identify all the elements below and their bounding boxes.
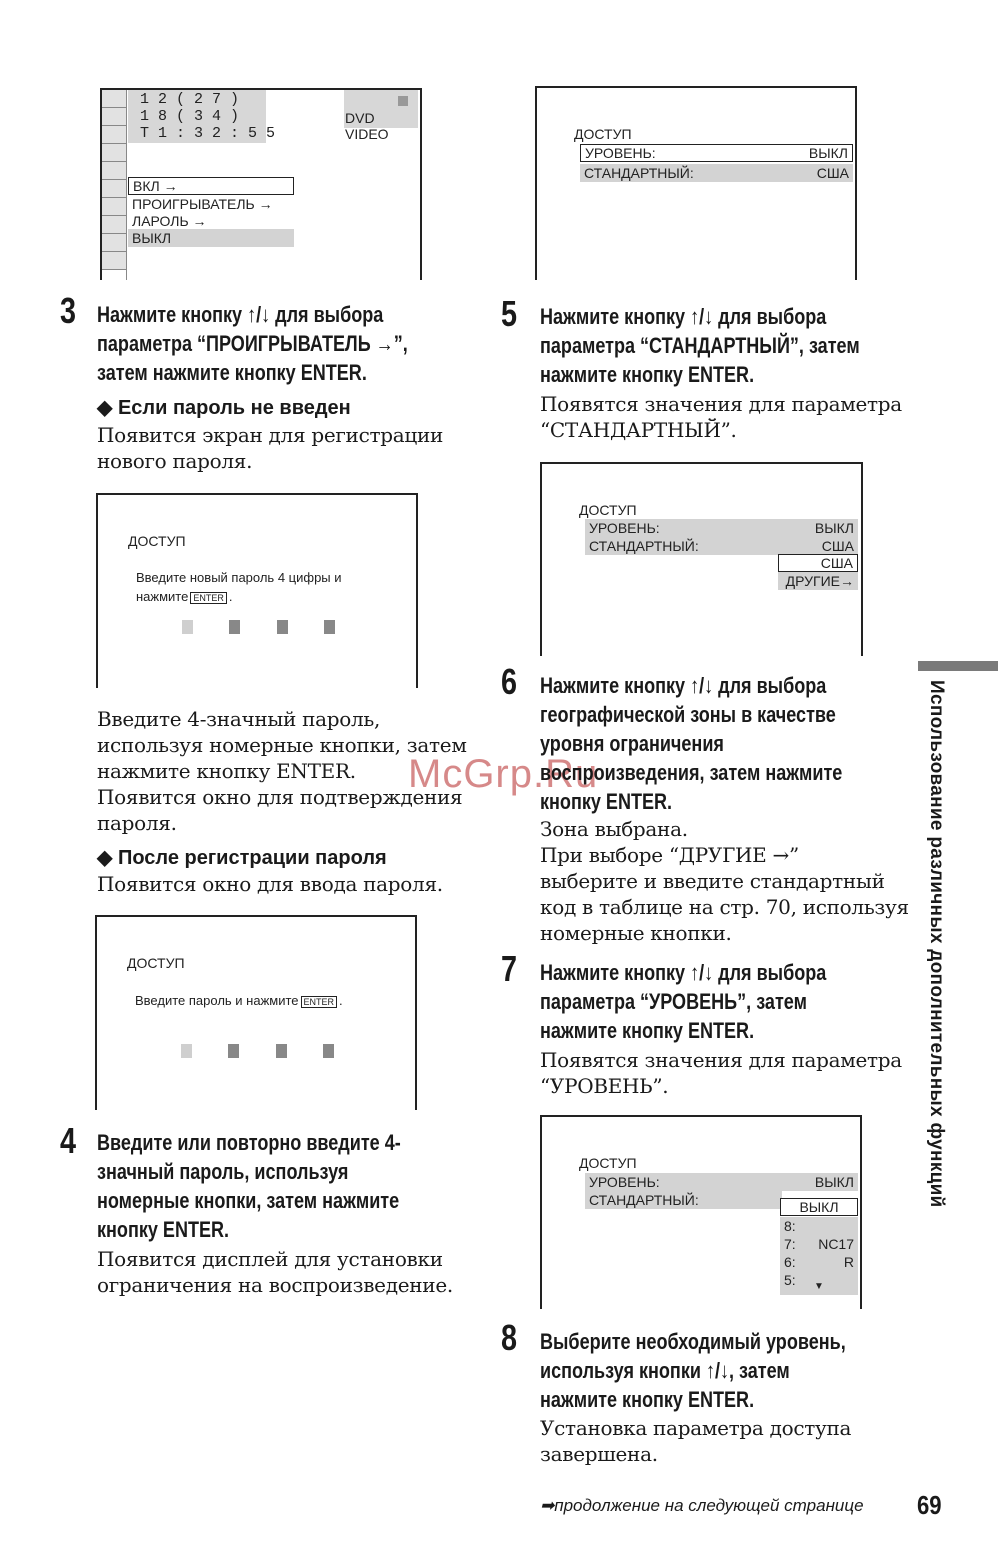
list-item[interactable]: 7: NC17 xyxy=(784,1236,854,1252)
icon-column xyxy=(102,90,127,280)
screen-title: ДОСТУП xyxy=(127,955,185,971)
side-tab xyxy=(918,680,948,1250)
screen-new-password xyxy=(96,493,418,688)
menu-item-on[interactable]: ВКЛ → xyxy=(128,177,294,195)
step-7-text: Появятся значения для параметра “УРОВЕНЬ”. xyxy=(540,1048,902,1098)
row-standard[interactable]: СТАНДАРТНЫЙ: xyxy=(585,1191,782,1209)
option-usa[interactable]: США xyxy=(778,554,858,572)
step-6-heading: Нажмите кнопку ↑/↓ для выбора географической зоны в качестве уровня ограничения воспроизведения, затем нажмите кнопку ENTER. xyxy=(540,673,843,814)
step-7-heading: Нажмите кнопку ↑/↓ для выбора параметра “УРОВЕНЬ”, затем нажмите кнопку ENTER. xyxy=(540,960,827,1043)
subheading-after-registration: ◆ После регистрации пароля xyxy=(97,847,387,869)
digit-slot xyxy=(277,620,288,634)
digit-slot xyxy=(181,1044,192,1058)
row-level[interactable]: УРОВЕНЬ: ВЫКЛ xyxy=(585,1173,858,1191)
step-5-number: 5 xyxy=(501,293,518,334)
screen-title: ДОСТУП xyxy=(579,1155,637,1171)
digit-slot xyxy=(324,620,335,634)
side-tab-label: Использование различных дополнительных функций xyxy=(926,680,947,1208)
continued-note: ➡продолжение на следующей странице xyxy=(540,1496,864,1515)
row-level[interactable]: УРОВЕНЬ: ВЫКЛ xyxy=(585,519,858,537)
screen-standard-options xyxy=(540,462,863,656)
screen-access-levels xyxy=(535,86,857,280)
prompt-line-1: Введите новый пароль 4 цифры и xyxy=(136,570,342,585)
step-4-heading: Введите или повторно введите 4- значный пароль, используя номерные кнопки, затем нажмите кнопку ENTER. xyxy=(97,1130,401,1242)
side-tab-marker xyxy=(918,661,998,671)
step-3-note-1: Появится экран для регистрации нового пароля. xyxy=(97,423,444,473)
step-3-note-2: Появится окно для ввода пароля. xyxy=(97,872,443,896)
chapter-readout: 1 2 ( 2 7 ) xyxy=(140,91,240,108)
step-8-text: Установка параметра доступа завершена. xyxy=(540,1416,852,1466)
menu-item-off[interactable]: ВЫКЛ xyxy=(128,229,294,247)
subheading-no-password: ◆ Если пароль не введен xyxy=(97,397,351,419)
row-standard[interactable]: СТАНДАРТНЫЙ: США xyxy=(585,537,858,555)
digit-slot xyxy=(229,620,240,634)
scroll-down-icon[interactable]: ▼ xyxy=(814,1281,824,1292)
step-6-text: Зона выбрана. При выборе “ДРУГИЕ →” выберите и введите стандартный код в таблице на стр. 70, используя номерные кнопки. xyxy=(540,817,909,945)
step-8-number: 8 xyxy=(501,1317,518,1358)
digit-slot xyxy=(228,1044,239,1058)
level-list[interactable] xyxy=(780,1217,858,1295)
step-3-number: 3 xyxy=(60,290,77,331)
screen-player-menu xyxy=(100,88,422,280)
dvd-label: DVD VIDEO xyxy=(345,110,389,142)
screen-title: ДОСТУП xyxy=(574,126,632,142)
enter-key-icon: ENTER xyxy=(190,592,227,604)
step-4-number: 4 xyxy=(60,1120,77,1161)
step-7-number: 7 xyxy=(501,948,518,989)
enter-key-icon: ENTER xyxy=(301,996,338,1008)
list-item[interactable]: 6: R xyxy=(784,1254,854,1270)
list-item[interactable]: 8: xyxy=(784,1218,796,1234)
page-number: 69 xyxy=(917,1490,942,1520)
prompt-line: Введите пароль и нажмите ENTER . xyxy=(135,993,343,1008)
step-3-instructions: Введите 4-значный пароль, используя номерные кнопки, затем нажмите кнопку ENTER. Появится окно для подтверждения пароля. xyxy=(97,707,467,835)
row-standard[interactable]: СТАНДАРТНЫЙ: США xyxy=(580,164,853,182)
time-readout: T 1 : 3 2 : 5 5 xyxy=(140,125,276,142)
disc-icon xyxy=(398,96,408,106)
track-readout: 1 8 ( 3 4 ) xyxy=(140,108,240,125)
step-8-heading: Выберите необходимый уровень, используя кнопки ↑/↓, затем нажмите кнопку ENTER. xyxy=(540,1329,846,1412)
digit-slot xyxy=(323,1044,334,1058)
menu-item-player[interactable]: ПРОИГРЫВАТЕЛЬ → xyxy=(132,196,273,212)
step-5-text: Появятся значения для параметра “СТАНДАРТНЫЙ”. xyxy=(540,392,902,442)
level-selected[interactable]: ВЫКЛ xyxy=(780,1198,858,1216)
digit-slot xyxy=(276,1044,287,1058)
menu-item-password[interactable]: ЛАРОЛЬ → xyxy=(132,213,207,229)
digit-slot xyxy=(182,620,193,634)
step-5-heading: Нажмите кнопку ↑/↓ для выбора параметра “СТАНДАРТНЫЙ”, затем нажмите кнопку ENTER. xyxy=(540,304,860,387)
screen-title: ДОСТУП xyxy=(579,502,637,518)
watermark: McGrp.Ru xyxy=(408,752,599,796)
step-6-number: 6 xyxy=(501,661,518,702)
list-item[interactable]: 5: xyxy=(784,1272,796,1288)
row-level[interactable]: УРОВЕНЬ: ВЫКЛ xyxy=(580,144,853,162)
option-other[interactable]: ДРУГИЕ→ xyxy=(778,572,858,590)
step-4-text: Появится дисплей для установки ограничения на воспроизведение. xyxy=(97,1247,453,1297)
prompt-line-2: нажмите ENTER . xyxy=(136,589,233,604)
step-3-heading: Нажмите кнопку ↑/↓ для выбора параметра “ПРОИГРЫВАТЕЛЬ →”, затем нажмите кнопку ENTER. xyxy=(97,302,408,385)
screen-level-options xyxy=(540,1115,862,1309)
screen-enter-password xyxy=(95,915,417,1110)
screen-title: ДОСТУП xyxy=(128,533,186,549)
